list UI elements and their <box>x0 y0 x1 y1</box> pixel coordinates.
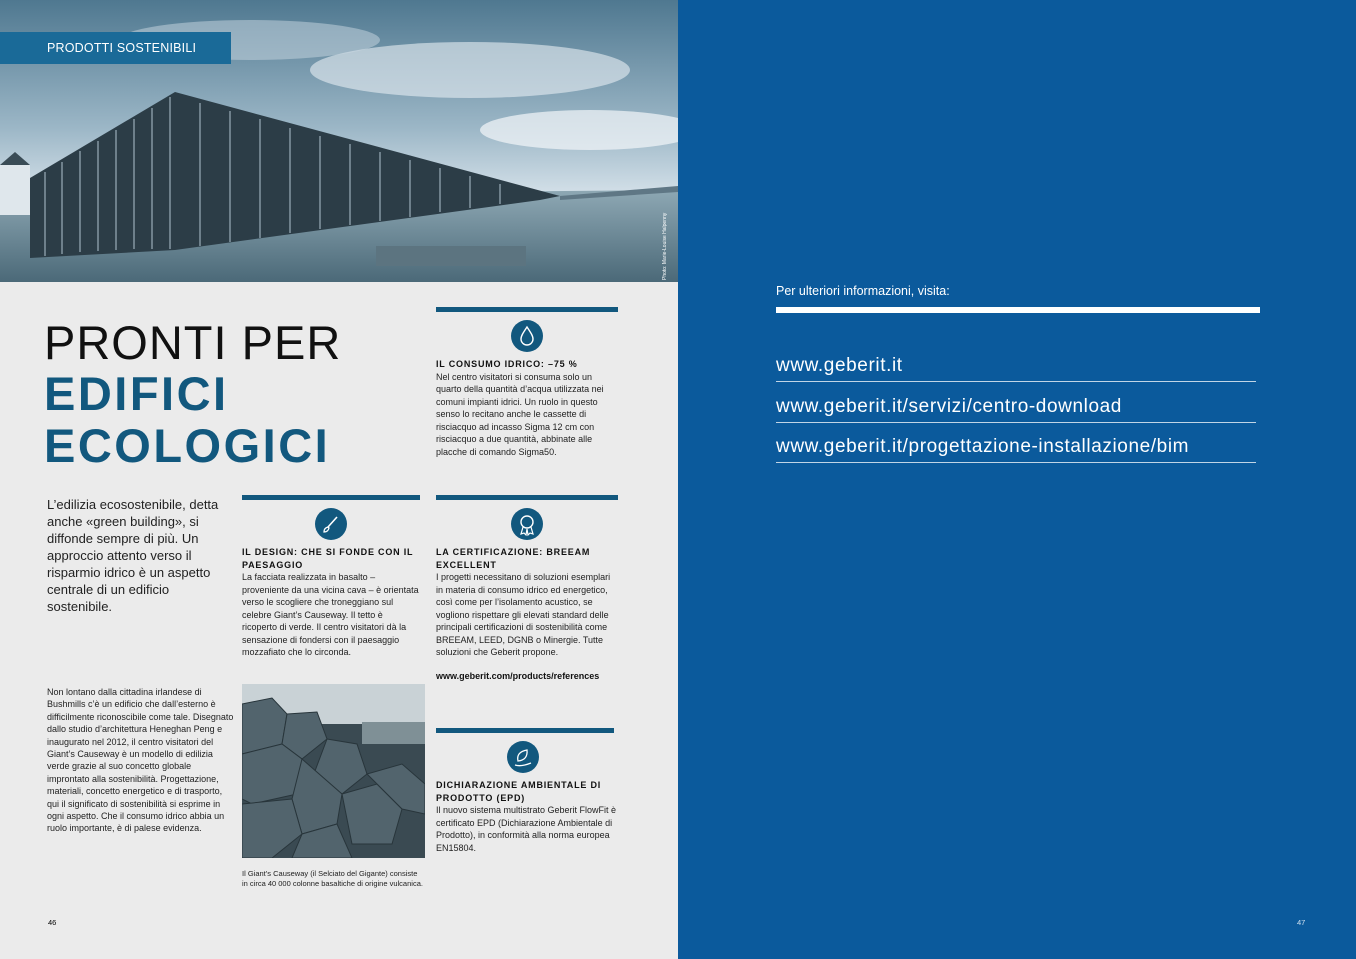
card-text: Il nuovo sistema multistrato Geberit FlowFit è certificato EPD (Dichiarazione Ambientale di Prodotto), in conformità alla norma europea EN15804. <box>436 805 617 853</box>
card-bar <box>436 307 618 312</box>
section-tag: PRODOTTI SOSTENIBILI <box>0 32 231 64</box>
card-bar <box>436 728 614 733</box>
card-bar <box>436 495 618 500</box>
card-design <box>242 495 420 659</box>
info-label: Per ulteriori informazioni, visita: <box>776 284 950 298</box>
link-bim[interactable]: www.geberit.it/progettazione-installazione/bim <box>776 436 1256 463</box>
body-paragraph: Non lontano dalla cittadina irlandese di Bushmills c’è un edificio che dall’esterno è difficilmente riconoscibile come tale. Disegnato dallo studio d’architettura Heneghan Peng e inaugurato nel 2012, il centro visitatori del Giant’s Causeway è un modello di edilizia verde grazie al suo concetto globale improntato alla sostenibilità. Progettazione, materiali, concetto energetico e di trasporto, qui il significato di sostenibilità si esprime in ogni aspetto. Che il consumo idrico abbia un ruolo importante, è di palese evidenza. <box>47 687 234 834</box>
intro-paragraph: L’edilizia ecosostenibile, detta anche «green building», si diffonde sempre di più. Un approccio attento verso il risparmio idrico è un aspetto centrale di un edificio sostenibile. <box>47 497 219 614</box>
hero-photo <box>0 0 678 282</box>
card-title: LA CERTIFICAZIONE: BREEAM EXCELLENT <box>436 547 591 570</box>
page-number-left: 46 <box>48 918 57 927</box>
water-drop-icon <box>511 320 543 352</box>
title-line-3: ECOLOGICI <box>44 419 331 472</box>
leaf-hand-icon <box>507 741 539 773</box>
info-divider <box>776 307 1260 313</box>
card-bar <box>242 495 420 500</box>
page-title <box>44 318 341 472</box>
card-title: IL CONSUMO IDRICO: –75 % <box>436 359 578 369</box>
link-geberit-home[interactable]: www.geberit.it <box>776 355 1256 382</box>
card-epd <box>436 728 622 854</box>
basalt-columns-photo <box>242 684 425 858</box>
card-title: IL DESIGN: CHE SI FONDE CON IL PAESAGGIO <box>242 547 414 570</box>
card-title: DICHIARAZIONE AMBIENTALE DI PRODOTTO (EPD) <box>436 780 602 803</box>
award-rosette-icon <box>511 508 543 540</box>
card-water-consumption <box>436 307 618 458</box>
paintbrush-icon <box>315 508 347 540</box>
card-text: Nel centro visitatori si consuma solo un quarto della quantità d’acqua utilizzata nei comuni impianti idrici. Un ruolo in questo senso lo recitano anche le cassette di risciacquo ad incasso Sigma 12 cm con risciacquo a due quantità, abbinate alle placche di comando Sigma50. <box>436 371 604 457</box>
link-download-center[interactable]: www.geberit.it/servizi/centro-download <box>776 396 1256 423</box>
photo-caption: Il Giant’s Causeway (il Selciato del Gigante) consiste in circa 40 000 colonne basaltiche di origine vulcanica. <box>242 869 423 888</box>
card-certification <box>436 495 618 681</box>
references-link[interactable]: www.geberit.com/products/references <box>436 670 600 681</box>
card-text: I progetti necessitano di soluzioni esemplari in materia di consumo idrico ed energetico, così come per l’isolamento acustico, se vogliono rispettare gli elevati standard delle principali certificazioni di sostenibilità come BREEAM, LEED, DGNB o Minergie. Tutte soluzioni che Geberit propone. <box>436 572 611 657</box>
page-number-right: 47 <box>1297 918 1306 927</box>
title-line-2: EDIFICI <box>44 367 229 420</box>
card-text: La facciata realizzata in basalto – proveniente da una vicina cava – è orientata verso le scogliere che troneggiano sul celebre Giant’s Causeway. Il tetto è ricoperto di verde. Il centro visitatori dà la sensazione di fondersi con il paesaggio mozzafiato che lo circonda. <box>242 572 419 657</box>
title-line-1: PRONTI PER <box>44 316 342 369</box>
photo-credit: Photo: Marie-Louise Halpenny <box>662 212 668 280</box>
right-page <box>678 0 1356 959</box>
